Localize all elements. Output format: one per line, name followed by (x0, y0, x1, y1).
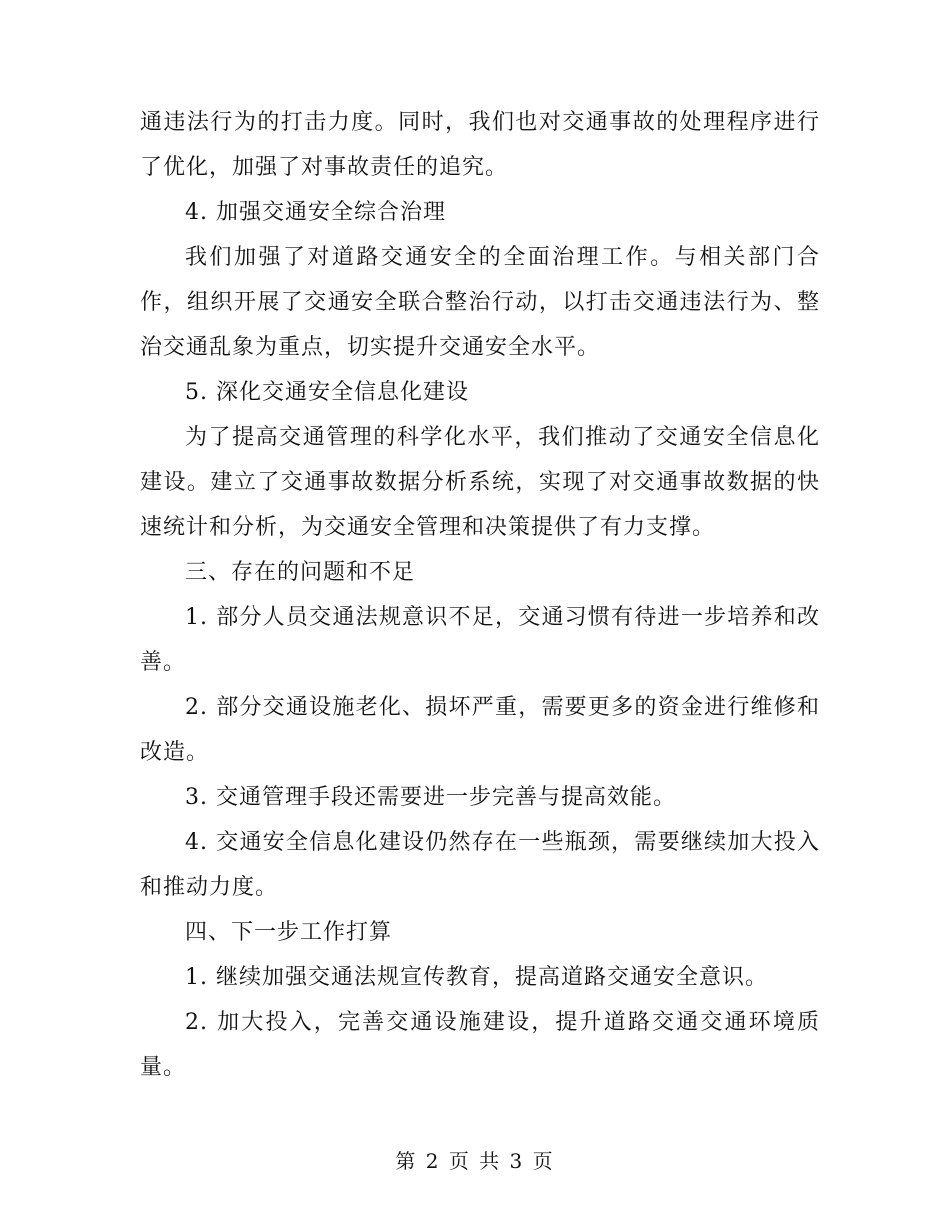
list-heading-4: 4. 加强交通安全综合治理 (185, 200, 446, 225)
document-body (140, 100, 820, 1090)
list-item: 4. 交通安全信息化建设仍然存在一些瓶颈，需要继续加大投入和推动力度。 (140, 830, 820, 900)
section-heading: 四、下一步工作打算 (185, 920, 393, 945)
list-heading-5: 5. 深化交通安全信息化建设 (185, 380, 469, 405)
paragraph-continuation: 通违法行为的打击力度。同时，我们也对交通事故的处理程序进行了优化，加强了对事故责任的追究。 (140, 110, 820, 180)
paragraph: 我们加强了对道路交通安全的全面治理工作。与相关部门合作，组织开展了交通安全联合整治行动，以打击交通违法行为、整治交通乱象为重点，切实提升交通安全水平。 (140, 245, 820, 360)
page-number-footer: 第 2 页 共 3 页 (395, 1149, 555, 1173)
list-item: 1. 部分人员交通法规意识不足，交通习惯有待进一步培养和改善。 (140, 605, 820, 675)
list-item: 2. 部分交通设施老化、损坏严重，需要更多的资金进行维修和改造。 (140, 695, 820, 765)
list-item: 2. 加大投入，完善交通设施建设，提升道路交通交通环境质量。 (140, 1010, 820, 1080)
list-item: 3. 交通管理手段还需要进一步完善与提高效能。 (185, 785, 676, 810)
list-item: 1. 继续加强交通法规宣传教育，提高道路交通安全意识。 (185, 965, 768, 990)
paragraph: 为了提高交通管理的科学化水平，我们推动了交通安全信息化建设。建立了交通事故数据分析系统，实现了对交通事故数据的快速统计和分析，为交通安全管理和决策提供了有力支撑。 (140, 425, 820, 540)
section-heading: 三、存在的问题和不足 (185, 560, 416, 585)
